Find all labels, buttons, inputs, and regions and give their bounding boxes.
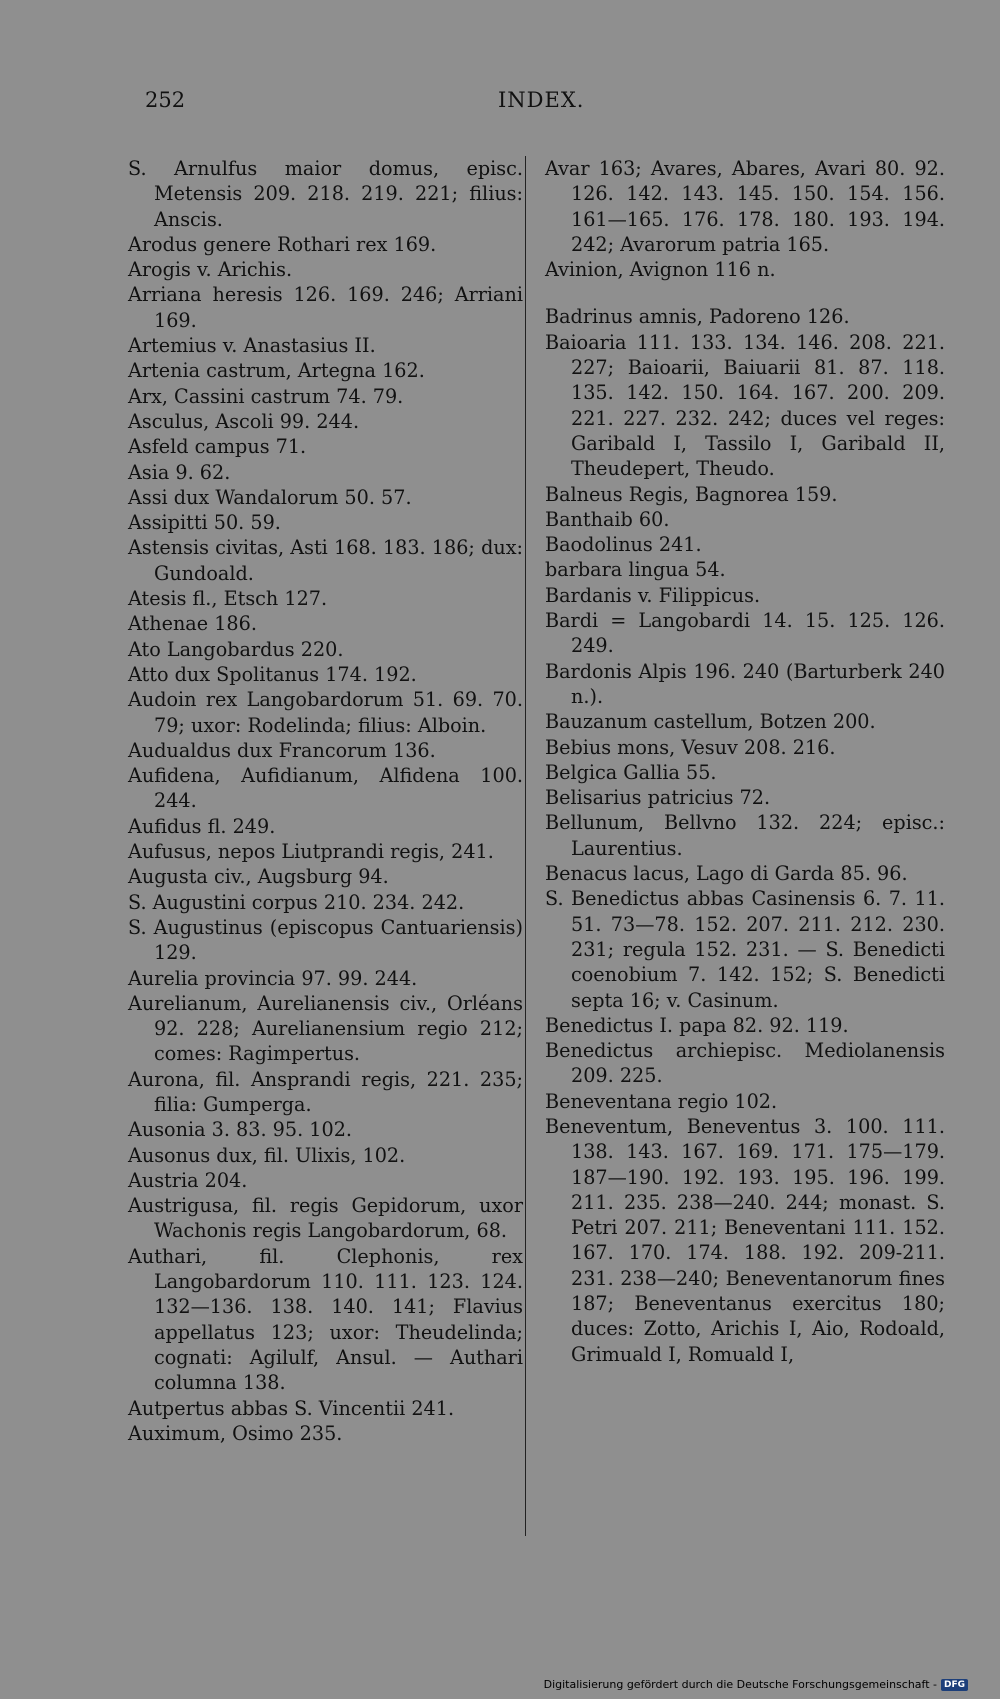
page-number: 252 (145, 88, 186, 112)
index-entry: S. Augustini corpus 210. 234. 242. (128, 890, 465, 914)
index-entry: Arogis v. Arichis. (128, 258, 293, 282)
index-entry: Bebius mons, Vesuv 208. 216. (545, 735, 836, 759)
index-entry: Ato Langobardus 220. (128, 637, 344, 661)
index-entry: Belgica Gallia 55. (545, 760, 717, 784)
running-title: INDEX. (498, 88, 585, 112)
page-header (0, 88, 1000, 124)
index-entry: Aurelianum, Aurelianensis civ., Orléans 92. 228; Aurelianensium regio 212; comes: Ragimpertus. (128, 991, 523, 1066)
index-entry: Balneus Regis, Bagnorea 159. (545, 482, 838, 506)
index-entry: barbara lingua 54. (545, 558, 726, 582)
index-entry: Atesis fl., Etsch 127. (128, 587, 328, 611)
index-entry: Audoin rex Langobardorum 51. 69. 70. 79; uxor: Rodelinda; filius: Alboin. (128, 688, 523, 737)
index-entry: Bardanis v. Filippicus. (545, 583, 761, 607)
index-entry: Bellunum, Bellvno 132. 224; episc.: Laurentius. (545, 811, 945, 860)
index-entry: Aufidus fl. 249. (128, 814, 276, 838)
footer-text: Digitalisierung gefördert durch die Deutsche Forschungsgemeinschaft - (543, 1678, 937, 1691)
index-entry: Arriana heresis 126. 169. 246; Arriani 169. (128, 283, 523, 332)
index-entry: S. Arnulfus maior domus, episc. Metensis 209. 218. 219. 221; filius: Anscis. (128, 157, 523, 231)
index-entry: Artenia castrum, Artegna 162. (128, 359, 425, 383)
index-entry: Benedictus archiepisc. Mediolanensis 209. 225. (545, 1039, 945, 1088)
index-entry: S. Augustinus (episcopus Cantuariensis) 129. (128, 915, 523, 965)
index-entry: Austrigusa, fil. regis Gepidorum, uxor Wachonis regis Langobardorum, 68. (128, 1194, 523, 1243)
index-entry: Ausonia 3. 83. 95. 102. (128, 1118, 353, 1142)
index-entry: Aufusus, nepos Liutprandi regis, 241. (128, 840, 494, 864)
index-entry: Benacus lacus, Lago di Garda 85. 96. (545, 862, 908, 886)
index-entry: Ausonus dux, fil. Ulixis, 102. (128, 1143, 406, 1167)
index-entry: Aufidena, Aufidianum, Alfidena 100. 244. (128, 764, 523, 813)
column-divider (525, 156, 526, 1536)
index-entry: Astensis civitas, Asti 168. 183. 186; dux: Gundoald. (128, 536, 523, 585)
index-entry: Arx, Cassini castrum 74. 79. (128, 384, 404, 408)
index-entry: Aurona, fil. Ansprandi regis, 221. 235; filia: Gumperga. (128, 1067, 523, 1116)
index-column-left (128, 156, 523, 1446)
index-entry: Avinion, Avignon 116 n. (545, 258, 776, 282)
index-entry: Autpertus abbas S. Vincentii 241. (128, 1396, 455, 1420)
dfg-logo: DFG (941, 1679, 968, 1691)
index-entry: Beneventum, Beneventus 3. 100. 111. 138. 143. 167. 169. 171. 175—179. 187—190. 192. 193. 195. 196. 199. 211. 235. 238—240. 244; monast. S. Petri 207. 211; Beneventani 111. 152. 167. 170. 174. 188. 192. 209-211. 231. 238—240; Beneventanorum fines 187; Beneventanus exercitus 180; duces: Zotto, Arichis I, Aio, Rodoald, Grimuald I, Romuald I, (545, 1114, 945, 1366)
index-entry: Arodus genere Rothari rex 169. (128, 232, 437, 256)
index-entry: Bardi = Langobardi 14. 15. 125. 126. 249. (545, 609, 945, 658)
footer-credit (544, 1678, 968, 1691)
index-entry: Auximum, Osimo 235. (128, 1421, 343, 1445)
index-entry: Baodolinus 241. (545, 533, 702, 557)
index-entry: Audualdus dux Francorum 136. (128, 738, 436, 762)
index-entry: Benedictus I. papa 82. 92. 119. (545, 1013, 849, 1037)
index-entry: Baioaria 111. 133. 134. 146. 208. 221. 227; Baioarii, Baiuarii 81. 87. 118. 135. 142. 150. 164. 167. 200. 209. 221. 227. 232. 242; duces vel reges: Garibald I, Tassilo I, Garibald II, Theudepert, Theudo. (545, 330, 945, 481)
index-entry: Austria 204. (128, 1168, 248, 1192)
index-entry: Badrinus amnis, Padoreno 126. (545, 305, 850, 329)
index-entry: Banthaib 60. (545, 507, 670, 531)
index-entry: Assipitti 50. 59. (128, 511, 281, 535)
index-column-right (545, 156, 945, 1367)
index-entry: Asfeld campus 71. (128, 435, 307, 459)
index-entry: Avar 163; Avares, Abares, Avari 80. 92. 126. 142. 143. 145. 150. 154. 156. 161—165. 176. 178. 180. 193. 194. 242; Avarorum patria 165. (545, 157, 945, 256)
index-entry: Beneventana regio 102. (545, 1089, 778, 1113)
index-entry: Asculus, Ascoli 99. 244. (128, 409, 360, 433)
index-entry: Athenae 186. (128, 612, 257, 636)
index-entry: Assi dux Wandalorum 50. 57. (128, 485, 412, 509)
index-entry: Artemius v. Anastasius II. (128, 334, 376, 358)
index-entry: Bardonis Alpis 196. 240 (Barturberk 240 n.). (545, 659, 945, 708)
index-entry: Belisarius patricius 72. (545, 786, 771, 810)
index-entry: Authari, fil. Clephonis, rex Langobardorum 110. 111. 123. 124. 132—136. 138. 140. 141; Flavius appellatus 123; uxor: Theudelinda; cognati: Agilulf, Ansul. — Authari columna 138. (128, 1244, 523, 1395)
index-entry: Bauzanum castellum, Botzen 200. (545, 710, 876, 734)
index-entry: S. Benedictus abbas Casinensis 6. 7. 11. 51. 73—78. 152. 207. 211. 212. 230. 231; regula 152. 231. — S. Benedicti coenobium 7. 142. 152; S. Benedicti septa 16; v. Casinum. (545, 887, 945, 1012)
index-entry: Atto dux Spolitanus 174. 192. (128, 662, 417, 686)
index-entry: Asia 9. 62. (128, 460, 231, 484)
index-entry: Augusta civ., Augsburg 94. (128, 865, 389, 889)
index-entry: Aurelia provincia 97. 99. 244. (128, 966, 418, 990)
